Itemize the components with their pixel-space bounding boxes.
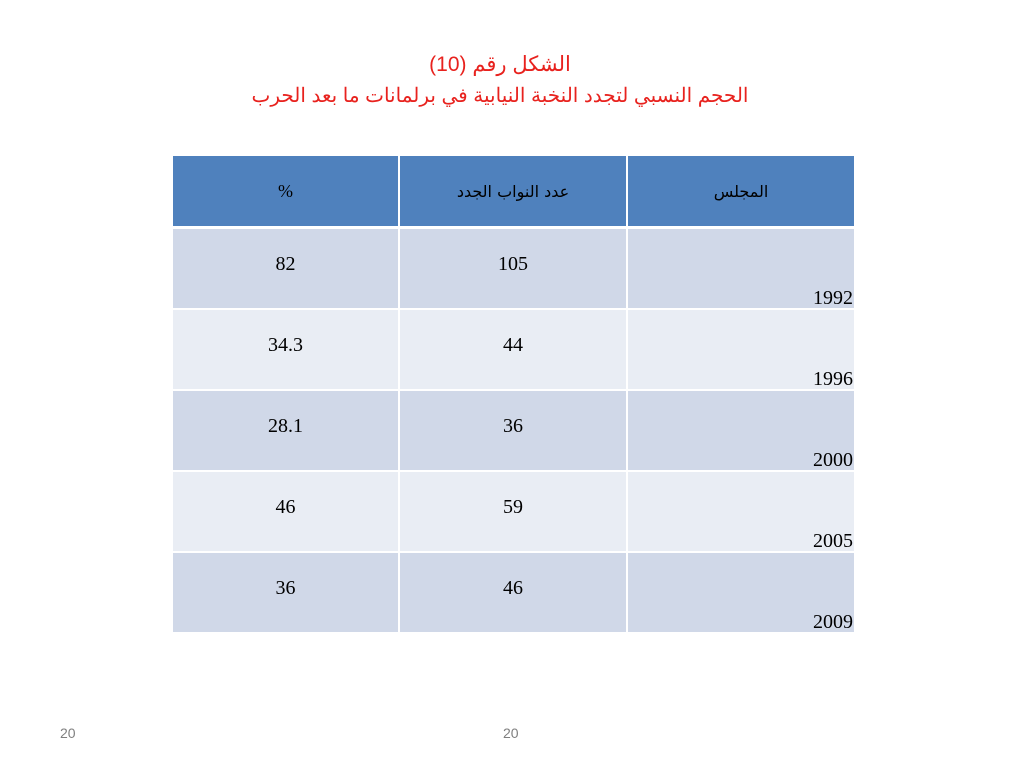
table-row [172,390,855,471]
table-header-row [172,156,855,228]
cell-percent: 82 [172,228,399,310]
cell-percent: 34.3 [172,309,399,390]
cell-council-year: 1996 [627,309,855,390]
renewal-table [171,156,856,634]
table-row [172,552,855,633]
cell-council-year: 2005 [627,471,855,552]
cell-council-year: 2000 [627,390,855,471]
table-row [172,471,855,552]
header-new-deputies: عدد النواب الجدد [399,156,627,228]
cell-new-deputies: 59 [399,471,627,552]
cell-percent: 46 [172,471,399,552]
page-number-center: 20 [503,725,519,741]
figure-caption-title: الحجم النسبي لتجدد النخبة النيابية في برلمانات ما بعد الحرب [251,85,749,107]
cell-council-year: 1992 [627,228,855,310]
table-row [172,309,855,390]
figure-number-title: الشكل رقم (10) [429,53,571,76]
cell-council-year: 2009 [627,552,855,633]
page-number-left: 20 [60,725,76,741]
cell-new-deputies: 105 [399,228,627,310]
header-percent: % [172,156,399,228]
cell-percent: 36 [172,552,399,633]
cell-percent: 28.1 [172,390,399,471]
table-row [172,228,855,310]
cell-new-deputies: 44 [399,309,627,390]
header-council: المجلس [627,156,855,228]
cell-new-deputies: 36 [399,390,627,471]
cell-new-deputies: 46 [399,552,627,633]
